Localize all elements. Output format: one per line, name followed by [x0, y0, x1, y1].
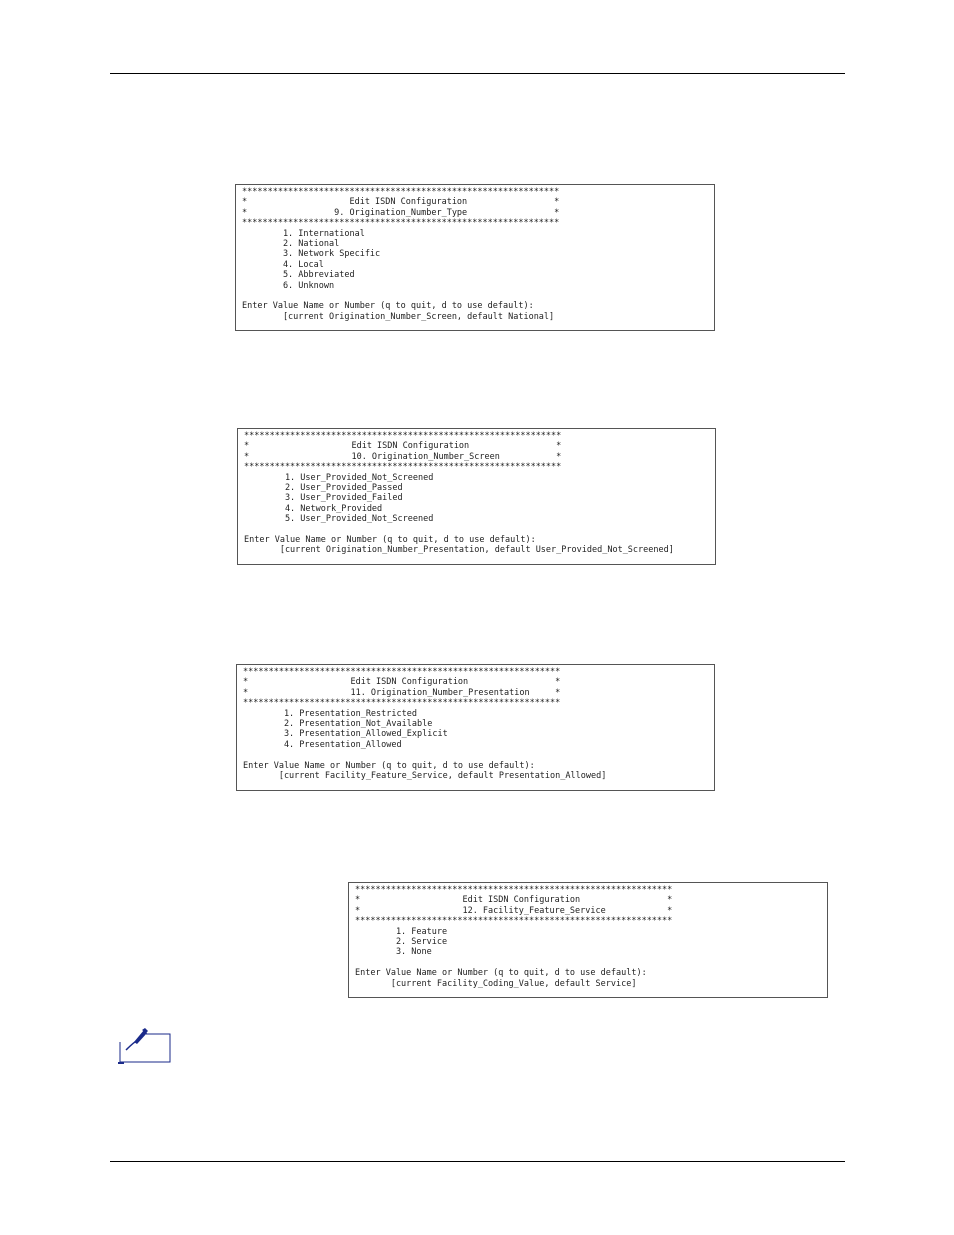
header-rule — [110, 73, 845, 74]
terminal-text: ************************************************************** * Edit ISDN Configuration * * 10. Origination_Number_Screen * ************************************************************** 1. User_Provided_Not_Screened 2. User_Provided_Passed 3. User_Provided_Failed 4. Network_Provided 5. User_Provided_Not_Screened Enter Value Name or Number (q to quit, d to use default): [current Origination_Number_Presentation, default User_Provided_Not_Screened] — [244, 431, 674, 556]
terminal-text: ************************************************************** * Edit ISDN Configuration * * 9. Origination_Number_Type * ************************************************************** 1. International 2. National 3. Network Specific 4. Local 5. Abbreviated 6. Unknown Enter Value Name or Number (q to quit, d to use default): [current Origination_Number_Screen, default National] — [242, 187, 560, 322]
terminal-facility-feature-service — [348, 882, 828, 998]
note-pencil-icon — [116, 1028, 172, 1064]
terminal-text: ************************************************************** * Edit ISDN Configuration * * 11. Origination_Number_Presentation * ************************************************************** 1. Presentation_Restricted 2. Presentation_Not_Available 3. Presentation_Allowed_Explicit 4. Presentation_Allowed Enter Value Name or Number (q to quit, d to use default): [current Facility_Feature_Service, default Presentation_Allowed] — [243, 667, 607, 782]
terminal-origination-number-presentation — [236, 664, 715, 791]
terminal-text: ************************************************************** * Edit ISDN Configuration * * 12. Facility_Feature_Service * ************************************************************** 1. Feature 2. Service 3. None Enter Value Name or Number (q to quit, d to use default): [current Facility_Coding_Value, default Service] — [355, 885, 673, 989]
terminal-origination-number-type — [235, 184, 715, 331]
terminal-origination-number-screen — [237, 428, 716, 565]
footer-rule — [110, 1161, 845, 1162]
